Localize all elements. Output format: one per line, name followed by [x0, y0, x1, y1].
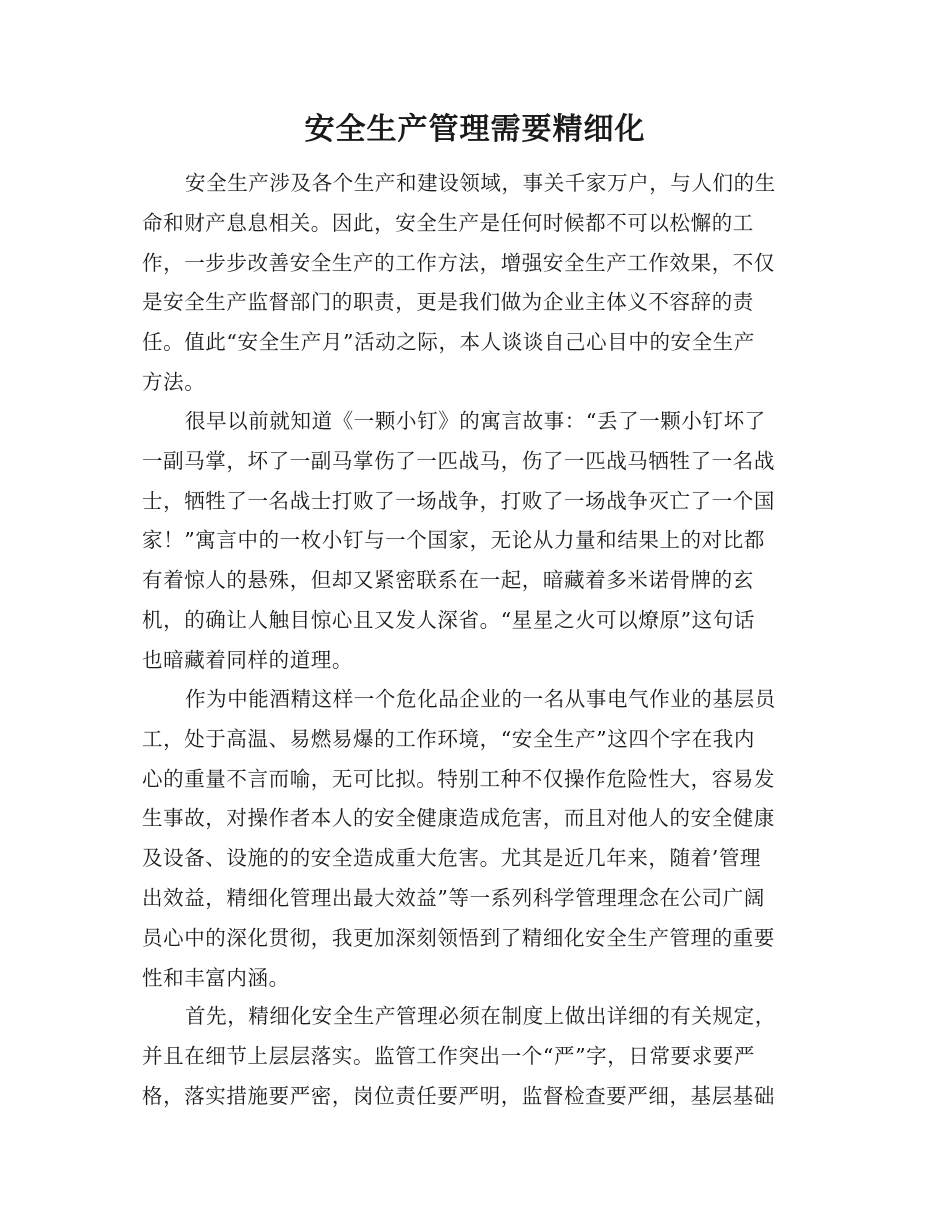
text-line: 命和财产息息相关。因此，安全生产是任何时候都不可以松懈的工: [142, 210, 754, 235]
text-line: 也暗藏着同样的道理。: [142, 647, 353, 672]
text-line: 员心中的深化贯彻，我更加深刻领悟到了精细化安全生产管理的重要: [142, 925, 775, 950]
text-line: 首先，精细化安全生产管理必须在制度上做出详细的有关规定，: [185, 1004, 776, 1028]
text-line: 一副马掌，坏了一副马掌伤了一匹战马，伤了一匹战马牺牲了一名战: [142, 448, 775, 473]
document-title: 安全生产管理需要精细化: [304, 112, 646, 147]
paragraph-1: [142, 164, 822, 403]
paragraph-2: [142, 402, 822, 681]
paragraph-4: [142, 997, 822, 1116]
text-line: 格，落实措施要严密，岗位责任要严明，监督检查要严细，基层基础: [142, 1083, 775, 1108]
text-line: 是安全生产监督部门的职责，更是我们做为企业主体义不容辞的责: [142, 290, 754, 315]
text-line: 工，处于高温、易燃易爆的工作环境，“安全生产”这四个字在我内: [142, 726, 755, 751]
text-line: 并且在细节上层层落实。监管工作突出一个“严”字，日常要求要严: [142, 1043, 755, 1068]
text-line: 很早以前就知道《一颗小钉》的寓言故事：“丢了一颗小钉坏了: [185, 409, 766, 433]
text-line: 及设备、设施的的安全造成重大危害。尤其是近几年来，随着’管理: [142, 846, 762, 871]
text-line: 安全生产涉及各个生产和建设领域，事关千家万户，与人们的生: [185, 171, 776, 195]
text-line: 性和丰富内涵。: [142, 965, 290, 990]
text-line: 作为中能酒精这样一个危化品企业的一名从事电气作业的基层员: [185, 687, 776, 711]
text-line: 任。值此“安全生产月”活动之际，本人谈谈自己心目中的安全生产: [142, 330, 755, 355]
text-line: 家！”寓言中的一枚小钉与一个国家，无论从力量和结果上的对比都: [142, 528, 765, 553]
text-line: 有着惊人的悬殊，但却又紧密联系在一起，暗藏着多米诺骨牌的玄: [142, 568, 754, 593]
text-line: 士，牺牲了一名战士打败了一场战争，打败了一场战争灭亡了一个国: [142, 488, 775, 513]
text-line: 生事故，对操作者本人的安全健康造成危害，而且对他人的安全健康: [142, 806, 775, 831]
text-line: 出效益，精细化管理出最大效益”等一系列科学管理理念在公司广阔: [142, 885, 765, 910]
paragraph-3: [142, 680, 822, 998]
text-line: 方法。: [142, 369, 206, 394]
text-line: 心的重量不言而喻，无可比拟。特别工种不仅操作危险性大，容易发: [142, 766, 775, 791]
text-line: 机，的确让人触目惊心且又发人深省。“星星之火可以燎原”这句话: [142, 607, 755, 632]
text-line: 作，一步步改善安全生产的工作方法，增强安全生产工作效果，不仅: [142, 250, 775, 275]
